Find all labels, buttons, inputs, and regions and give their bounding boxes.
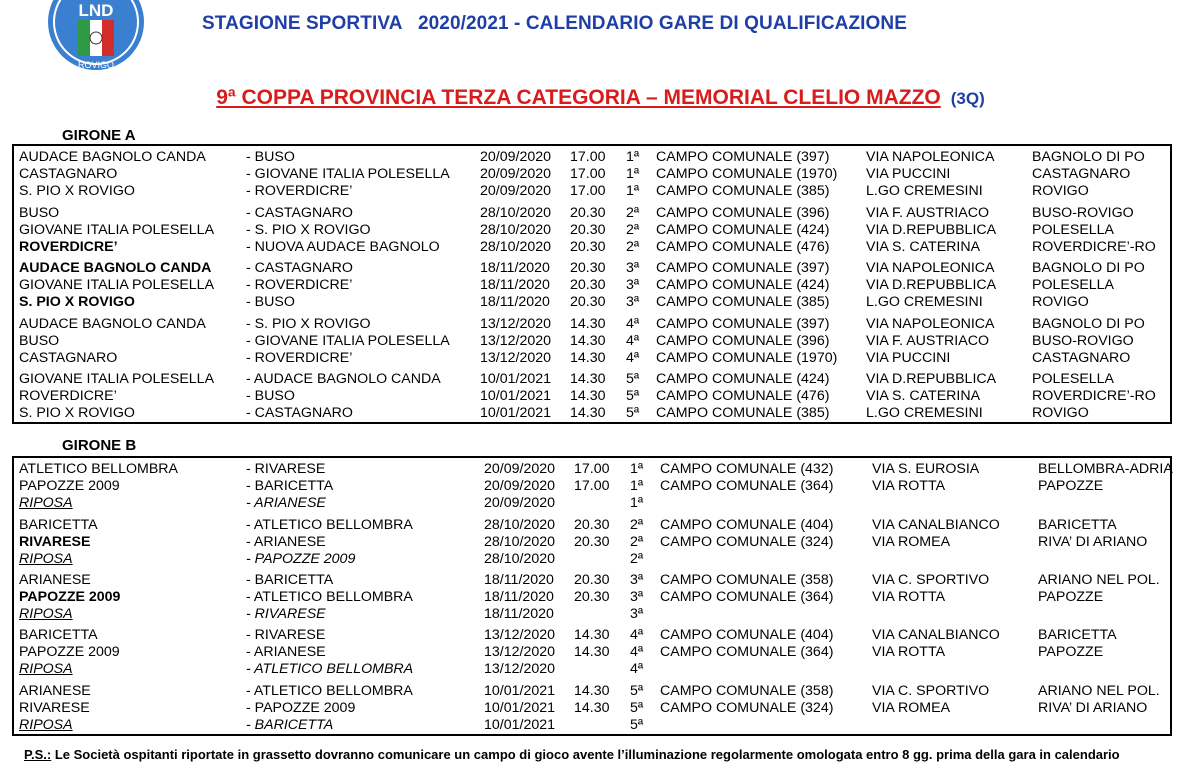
fixture-home: BARICETTA <box>19 517 98 533</box>
fixture-home: ROVERDICRE’ <box>19 239 118 255</box>
logo-ball-icon <box>90 32 102 44</box>
fixture-time: 20.30 <box>570 294 606 310</box>
fixture-venue: CAMPO COMUNALE (404) <box>660 517 834 533</box>
cup-title-main: 9ª COPPA PROVINCIA TERZA CATEGORIA – MEMORIAL CLELIO MAZZO <box>216 86 941 109</box>
fixture-venue: CAMPO COMUNALE (424) <box>656 371 830 387</box>
fixture-time: 14.30 <box>574 627 610 643</box>
fixture-street: L.GO CREMESINI <box>866 294 983 310</box>
fixture-home: RIPOSA <box>19 495 73 511</box>
fixture-time: 14.30 <box>570 388 606 404</box>
fixture-round: 4ª <box>630 627 644 643</box>
fixture-time: 20.30 <box>570 277 606 293</box>
fixture-venue: CAMPO COMUNALE (385) <box>656 294 830 310</box>
fixture-away: - RIVARESE <box>246 627 326 643</box>
fixture-venue: CAMPO COMUNALE (364) <box>660 478 834 494</box>
fixture-row <box>14 461 1173 478</box>
fixture-town: BUSO-ROVIGO <box>1032 333 1134 349</box>
fixture-round: 5ª <box>630 717 644 733</box>
fixture-date: 28/10/2020 <box>480 222 552 238</box>
fixture-round: 5ª <box>626 405 640 421</box>
fixture-street: VIA ROTTA <box>872 644 946 660</box>
footnote-prefix: P.S.: <box>24 747 52 762</box>
fixture-home: GIOVANE ITALIA POLESELLA <box>19 371 215 387</box>
fixture-row <box>14 388 1170 405</box>
fixture-row <box>14 405 1170 422</box>
fixture-date: 10/01/2021 <box>484 683 556 699</box>
fixture-venue: CAMPO COMUNALE (358) <box>660 572 834 588</box>
fixture-town: RIVA’ DI ARIANO <box>1038 534 1148 550</box>
fixture-away: - PAPOZZE 2009 <box>246 551 356 567</box>
fixture-home: PAPOZZE 2009 <box>19 589 121 605</box>
fixture-round: 4ª <box>626 333 640 349</box>
fixture-street: VIA NAPOLEONICA <box>866 316 995 332</box>
fixture-round: 5ª <box>630 683 644 699</box>
fixture-town: POLESELLA <box>1032 222 1115 238</box>
fixture-round: 3ª <box>626 277 640 293</box>
fixture-away: - RIVARESE <box>246 606 326 622</box>
fixture-date: 20/09/2020 <box>480 183 552 199</box>
fixture-street: VIA NAPOLEONICA <box>866 260 995 276</box>
fixture-away: - S. PIO X ROVIGO <box>246 222 371 238</box>
fixture-time: 20.30 <box>570 239 606 255</box>
fixture-row <box>14 683 1170 700</box>
fixture-round: 1ª <box>626 183 640 199</box>
fixture-street: VIA S. EUROSIA <box>872 461 980 477</box>
fixture-time: 14.30 <box>574 700 610 716</box>
fixture-round: 2ª <box>630 517 644 533</box>
fixture-venue: CAMPO COMUNALE (396) <box>656 333 830 349</box>
fixture-away: - BARICETTA <box>246 478 334 494</box>
fixture-time: 17.00 <box>574 478 610 494</box>
fixture-round: 3ª <box>626 260 640 276</box>
fixture-time: 20.30 <box>574 589 610 605</box>
fixture-date: 20/09/2020 <box>484 478 556 494</box>
footnote-text: Le Società ospitanti riportate in grassetto dovranno comunicare un campo di gioco avente l’illuminazione regolarmente omologata entro 8 gg. prima della gara in calendario <box>51 747 1120 762</box>
fixture-away: - ATLETICO BELLOMBRA <box>246 517 413 533</box>
fixture-row <box>14 517 1170 534</box>
fixture-row <box>14 495 1170 512</box>
fixture-round: 1ª <box>630 495 644 511</box>
fixture-row <box>14 717 1170 734</box>
fixture-time: 14.30 <box>570 350 606 366</box>
fixture-round: 2ª <box>626 239 640 255</box>
fixture-street: VIA D.REPUBBLICA <box>866 277 997 293</box>
fixture-town: BARICETTA <box>1038 517 1117 533</box>
fixture-home: BARICETTA <box>19 627 98 643</box>
fixture-row <box>14 277 1170 294</box>
fixture-time: 17.00 <box>574 461 610 477</box>
fixture-home: ARIANESE <box>19 683 91 699</box>
fixture-street: VIA C. SPORTIVO <box>872 683 990 699</box>
group-a-title: GIRONE A <box>62 127 136 144</box>
fixture-home: RIPOSA <box>19 551 73 567</box>
fixture-round: 3ª <box>630 572 644 588</box>
fixture-away: - S. PIO X ROVIGO <box>246 316 371 332</box>
fixture-row <box>14 627 1170 644</box>
fixture-date: 10/01/2021 <box>484 717 556 733</box>
fixture-street: VIA ROMEA <box>872 534 951 550</box>
fixture-date: 18/11/2020 <box>484 606 554 622</box>
fixture-street: L.GO CREMESINI <box>866 405 983 421</box>
fixture-home: S. PIO X ROVIGO <box>19 183 135 199</box>
fixture-street: VIA PUCCINI <box>866 166 951 182</box>
fixture-street: VIA F. AUSTRIACO <box>866 205 989 221</box>
fixture-round: 4ª <box>630 644 644 660</box>
logo-text: LND <box>78 1 114 20</box>
fixture-town: PAPOZZE <box>1038 478 1104 494</box>
fixture-time: 20.30 <box>574 534 610 550</box>
fixture-away: - BARICETTA <box>246 572 334 588</box>
fixture-round: 3ª <box>630 589 644 605</box>
fixture-town: POLESELLA <box>1032 277 1115 293</box>
fixture-street: L.GO CREMESINI <box>866 183 983 199</box>
fixture-town: ARIANO NEL POL. <box>1038 572 1160 588</box>
cup-title <box>0 86 1201 110</box>
fixture-row <box>14 149 1170 166</box>
fixture-date: 10/01/2021 <box>480 371 552 387</box>
fixture-street: VIA NAPOLEONICA <box>866 149 995 165</box>
fixture-street: VIA F. AUSTRIACO <box>866 333 989 349</box>
fixture-round: 1ª <box>630 461 644 477</box>
fixture-street: VIA C. SPORTIVO <box>872 572 990 588</box>
fixture-town: PAPOZZE <box>1038 644 1104 660</box>
fixture-row <box>14 644 1170 661</box>
fixture-time: 20.30 <box>570 222 606 238</box>
fixture-time: 20.30 <box>570 260 606 276</box>
footnote <box>24 747 1120 762</box>
fixture-date: 18/11/2020 <box>480 294 550 310</box>
fixture-away: - ROVERDICRE’ <box>246 183 353 199</box>
fixture-date: 18/11/2020 <box>480 277 550 293</box>
fixture-venue: CAMPO COMUNALE (404) <box>660 627 834 643</box>
fixture-round: 1ª <box>626 149 640 165</box>
fixture-row <box>14 534 1170 551</box>
fixture-home: CASTAGNARO <box>19 350 118 366</box>
group-b-table <box>12 456 1172 736</box>
fixture-date: 20/09/2020 <box>484 461 556 477</box>
fixture-round: 2ª <box>630 534 644 550</box>
fixture-home: RIVARESE <box>19 534 91 550</box>
fixture-town: PAPOZZE <box>1038 589 1104 605</box>
fixture-round: 3ª <box>630 606 644 622</box>
fixture-street: VIA ROMEA <box>872 700 951 716</box>
fixture-row <box>14 371 1170 388</box>
fixture-row <box>14 294 1170 311</box>
fixture-time: 14.30 <box>570 333 606 349</box>
fixture-home: RIPOSA <box>19 661 73 677</box>
fixture-away: - BARICETTA <box>246 717 334 733</box>
fixture-street: VIA S. CATERINA <box>866 239 981 255</box>
fixture-away: - RIVARESE <box>246 461 326 477</box>
fixture-venue: CAMPO COMUNALE (476) <box>656 239 830 255</box>
fixture-venue: CAMPO COMUNALE (476) <box>656 388 830 404</box>
fixture-town: BAGNOLO DI PO <box>1032 316 1145 332</box>
fixture-home: PAPOZZE 2009 <box>19 478 120 494</box>
fixture-row <box>14 239 1170 256</box>
fixture-venue: CAMPO COMUNALE (385) <box>656 405 830 421</box>
fixture-venue: CAMPO COMUNALE (385) <box>656 183 830 199</box>
fixture-venue: CAMPO COMUNALE (358) <box>660 683 834 699</box>
fixture-away: - BUSO <box>246 294 295 310</box>
fixture-away: - ARIANESE <box>246 495 326 511</box>
fixture-time: 17.00 <box>570 166 606 182</box>
fixture-home: CASTAGNARO <box>19 166 118 182</box>
fixture-round: 2ª <box>630 551 644 567</box>
fixture-date: 18/11/2020 <box>480 260 550 276</box>
fixture-away: - ROVERDICRE’ <box>246 277 353 293</box>
fixture-venue: CAMPO COMUNALE (424) <box>656 277 830 293</box>
fixture-venue: CAMPO COMUNALE (432) <box>660 461 834 477</box>
fixture-home: RIVARESE <box>19 700 90 716</box>
fixture-home: BUSO <box>19 333 60 349</box>
fixture-date: 13/12/2020 <box>484 644 556 660</box>
fixture-venue: CAMPO COMUNALE (397) <box>656 149 830 165</box>
fixture-row <box>14 572 1170 589</box>
fixture-date: 28/10/2020 <box>484 534 556 550</box>
fixture-row <box>14 350 1170 367</box>
fixture-home: RIPOSA <box>19 717 73 733</box>
fixture-row <box>14 661 1170 678</box>
fixture-home: ARIANESE <box>19 572 91 588</box>
fixture-away: - GIOVANE ITALIA POLESELLA <box>246 166 450 182</box>
fixture-home: AUDACE BAGNOLO CANDA <box>19 316 206 332</box>
fixture-away: - CASTAGNARO <box>246 260 353 276</box>
fixture-time: 14.30 <box>570 405 606 421</box>
fixture-round: 4ª <box>626 316 640 332</box>
fixture-date: 18/11/2020 <box>484 572 554 588</box>
group-a-table <box>12 144 1172 424</box>
fixture-home: RIPOSA <box>19 606 73 622</box>
fixture-date: 28/10/2020 <box>480 205 552 221</box>
fixture-date: 18/11/2020 <box>484 589 554 605</box>
fixture-date: 13/12/2020 <box>480 350 552 366</box>
fixture-date: 10/01/2021 <box>480 388 552 404</box>
fixture-date: 28/10/2020 <box>480 239 552 255</box>
fixture-home: ATLETICO BELLOMBRA <box>19 461 178 477</box>
fixture-venue: CAMPO COMUNALE (364) <box>660 589 834 605</box>
fixture-round: 2ª <box>626 222 640 238</box>
fixture-town: POLESELLA <box>1032 371 1115 387</box>
fixture-away: - ATLETICO BELLOMBRA <box>246 661 414 677</box>
fixture-town: BUSO-ROVIGO <box>1032 205 1134 221</box>
cup-code: (3Q) <box>950 89 985 108</box>
lnd-rovigo-logo <box>48 0 144 74</box>
fixture-home: PAPOZZE 2009 <box>19 644 120 660</box>
fixture-row <box>14 333 1170 350</box>
fixture-row <box>14 316 1170 333</box>
fixture-venue: CAMPO COMUNALE (396) <box>656 205 830 221</box>
fixture-away: - BUSO <box>246 149 295 165</box>
fixture-street: VIA ROTTA <box>872 478 946 494</box>
fixture-date: 13/12/2020 <box>484 661 556 677</box>
fixture-street: VIA CANALBIANCO <box>872 517 1000 533</box>
season-title: STAGIONE SPORTIVA 2020/2021 - CALENDARIO GARE DI QUALIFICAZIONE <box>202 13 908 34</box>
fixture-street: VIA D.REPUBBLICA <box>866 371 997 387</box>
fixture-date: 20/09/2020 <box>480 166 552 182</box>
fixture-row <box>14 260 1170 277</box>
fixture-time: 20.30 <box>574 572 610 588</box>
fixture-town: RIVA’ DI ARIANO <box>1038 700 1148 716</box>
fixture-round: 5ª <box>630 700 644 716</box>
fixture-town: BARICETTA <box>1038 627 1117 643</box>
fixture-home: GIOVANE ITALIA POLESELLA <box>19 277 215 293</box>
fixture-date: 10/01/2021 <box>480 405 552 421</box>
fixture-away: - BUSO <box>246 388 295 404</box>
fixture-town: ROVERDICRE’-RO <box>1032 388 1156 404</box>
fixture-town: BELLOMBRA-ADRIA <box>1038 461 1173 477</box>
fixture-town: ROVERDICRE’-RO <box>1032 239 1156 255</box>
fixture-time: 14.30 <box>570 371 606 387</box>
fixture-row <box>14 589 1170 606</box>
fixture-time: 17.00 <box>570 183 606 199</box>
fixture-date: 28/10/2020 <box>484 517 556 533</box>
fixture-venue: CAMPO COMUNALE (324) <box>660 700 834 716</box>
fixture-date: 13/12/2020 <box>480 316 552 332</box>
fixture-street: VIA D.REPUBBLICA <box>866 222 997 238</box>
fixture-away: - CASTAGNARO <box>246 405 353 421</box>
fixture-town: ARIANO NEL POL. <box>1038 683 1160 699</box>
fixture-away: - PAPOZZE 2009 <box>246 700 356 716</box>
fixture-row <box>14 205 1170 222</box>
fixture-row <box>14 166 1170 183</box>
fixture-home: AUDACE BAGNOLO CANDA <box>19 260 212 276</box>
fixture-street: VIA S. CATERINA <box>866 388 981 404</box>
fixture-venue: CAMPO COMUNALE (424) <box>656 222 830 238</box>
fixture-town: ROVIGO <box>1032 183 1089 199</box>
fixture-time: 14.30 <box>570 316 606 332</box>
fixture-away: - ROVERDICRE’ <box>246 350 353 366</box>
fixture-row <box>14 222 1170 239</box>
group-b-title: GIRONE B <box>62 437 137 454</box>
fixture-town: BAGNOLO DI PO <box>1032 149 1145 165</box>
fixture-time: 17.00 <box>570 149 606 165</box>
fixture-town: ROVIGO <box>1032 294 1089 310</box>
fixture-away: - AUDACE BAGNOLO CANDA <box>246 371 441 387</box>
fixture-row <box>14 551 1170 568</box>
fixture-venue: CAMPO COMUNALE (324) <box>660 534 834 550</box>
fixture-town: CASTAGNARO <box>1032 166 1131 182</box>
fixture-venue: CAMPO COMUNALE (397) <box>656 260 830 276</box>
fixture-round: 1ª <box>630 478 644 494</box>
fixture-round: 2ª <box>626 205 640 221</box>
fixture-away: - GIOVANE ITALIA POLESELLA <box>246 333 450 349</box>
fixture-away: - ARIANESE <box>246 644 326 660</box>
fixture-venue: CAMPO COMUNALE (364) <box>660 644 834 660</box>
fixture-round: 5ª <box>626 371 640 387</box>
fixture-time: 14.30 <box>574 644 610 660</box>
fixture-date: 20/09/2020 <box>484 495 556 511</box>
fixture-away: - ARIANESE <box>246 534 326 550</box>
fixture-round: 5ª <box>626 388 640 404</box>
fixture-row <box>14 606 1170 623</box>
fixture-street: VIA ROTTA <box>872 589 946 605</box>
fixture-venue: CAMPO COMUNALE (397) <box>656 316 830 332</box>
fixture-home: GIOVANE ITALIA POLESELLA <box>19 222 215 238</box>
fixture-town: CASTAGNARO <box>1032 350 1131 366</box>
fixture-row <box>14 700 1170 717</box>
fixture-round: 1ª <box>626 166 640 182</box>
fixture-home: AUDACE BAGNOLO CANDA <box>19 149 206 165</box>
fixture-away: - ATLETICO BELLOMBRA <box>246 589 413 605</box>
fixture-town: ROVIGO <box>1032 405 1089 421</box>
logo-city: ROVIGO <box>77 60 115 70</box>
fixture-date: 28/10/2020 <box>484 551 556 567</box>
fixture-town: BAGNOLO DI PO <box>1032 260 1145 276</box>
fixture-away: - CASTAGNARO <box>246 205 353 221</box>
fixture-date: 13/12/2020 <box>480 333 552 349</box>
fixture-time: 20.30 <box>574 517 610 533</box>
fixture-date: 20/09/2020 <box>480 149 552 165</box>
fixture-venue: CAMPO COMUNALE (1970) <box>656 350 838 366</box>
fixture-home: S. PIO X ROVIGO <box>19 294 135 310</box>
fixture-street: VIA CANALBIANCO <box>872 627 1000 643</box>
fixture-round: 4ª <box>626 350 640 366</box>
fixture-round: 3ª <box>626 294 640 310</box>
fixture-home: ROVERDICRE’ <box>19 388 117 404</box>
fixture-date: 10/01/2021 <box>484 700 556 716</box>
fixture-row <box>14 478 1170 495</box>
fixture-home: S. PIO X ROVIGO <box>19 405 135 421</box>
fixture-time: 14.30 <box>574 683 610 699</box>
fixture-away: - NUOVA AUDACE BAGNOLO <box>246 239 440 255</box>
fixture-time: 20.30 <box>570 205 606 221</box>
fixture-street: VIA PUCCINI <box>866 350 951 366</box>
fixture-round: 4ª <box>630 661 644 677</box>
fixture-venue: CAMPO COMUNALE (1970) <box>656 166 838 182</box>
fixture-away: - ATLETICO BELLOMBRA <box>246 683 413 699</box>
fixture-date: 13/12/2020 <box>484 627 556 643</box>
fixture-home: BUSO <box>19 205 60 221</box>
fixture-row <box>14 183 1170 200</box>
